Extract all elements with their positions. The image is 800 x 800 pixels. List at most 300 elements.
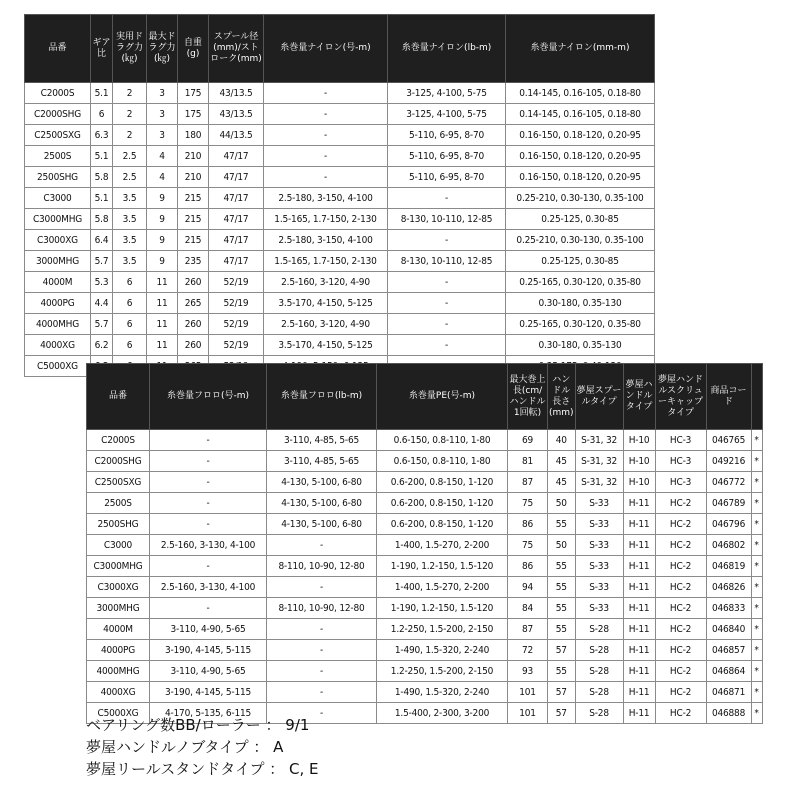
table-row (25, 188, 655, 209)
table-cell: S-33 (575, 535, 623, 556)
table-cell: 180 (178, 125, 209, 146)
table-cell: * (751, 598, 762, 619)
model-name-cell: C2500SXG (25, 125, 91, 146)
table-cell: 47/17 (209, 209, 264, 230)
table-cell: 72 (508, 640, 548, 661)
table-cell: 046871 (706, 682, 751, 703)
table-cell: 215 (178, 188, 209, 209)
table-cell: * (751, 661, 762, 682)
table-cell: H-11 (623, 556, 655, 577)
table-cell: * (751, 619, 762, 640)
table-cell: S-33 (575, 493, 623, 514)
table-cell: 55 (548, 556, 576, 577)
table-cell: 4-130, 5-100, 6-80 (267, 514, 377, 535)
table-cell: H-11 (623, 640, 655, 661)
table-cell: 43/13.5 (209, 104, 264, 125)
table-cell: 47/17 (209, 146, 264, 167)
table-cell: - (150, 598, 267, 619)
table-cell: 9 (147, 251, 178, 272)
table-row (25, 209, 655, 230)
model-name-cell: 4000PG (87, 640, 150, 661)
column-header: スプール径(mm)/ストローク(mm) (209, 15, 264, 83)
model-name-cell: C2000S (25, 83, 91, 104)
table-cell: - (267, 577, 377, 598)
model-name-cell: 4000M (25, 272, 91, 293)
table-cell: 3-125, 4-100, 5-75 (388, 104, 506, 125)
table-cell: 1-400, 1.5-270, 2-200 (377, 577, 508, 598)
table-cell: 81 (508, 451, 548, 472)
table-cell: H-11 (623, 535, 655, 556)
table-cell: 3-110, 4-85, 5-65 (267, 451, 377, 472)
bearing-count-note: ベアリング数BB/ローラー ： 9/1 (86, 716, 310, 734)
table-cell: - (264, 83, 388, 104)
table-cell: 3.5 (113, 209, 147, 230)
table-cell: 5-110, 6-95, 8-70 (388, 125, 506, 146)
column-header: 最大ドラグ力(㎏) (147, 15, 178, 83)
handle-knob-type-note: 夢屋ハンドルノブタイプ ： A (86, 738, 284, 756)
model-name-cell: 2500S (87, 493, 150, 514)
table-cell: - (388, 188, 506, 209)
table-cell: 6 (113, 314, 147, 335)
table-cell: 046796 (706, 514, 751, 535)
table-cell: H-11 (623, 514, 655, 535)
table-cell: 175 (178, 104, 209, 125)
table-cell: * (751, 535, 762, 556)
table-cell: 260 (178, 272, 209, 293)
table-cell: * (751, 682, 762, 703)
table-cell: 3-125, 4-100, 5-75 (388, 83, 506, 104)
table-cell: 235 (178, 251, 209, 272)
table-cell: 1-400, 1.5-270, 2-200 (377, 535, 508, 556)
column-header: 糸巻量ナイロン(号-m) (264, 15, 388, 83)
table-cell: HC-2 (655, 661, 706, 682)
table-cell: 11 (147, 272, 178, 293)
table-cell: 0.6-150, 0.8-110, 1-80 (377, 430, 508, 451)
column-header: 糸巻量ナイロン(mm-m) (506, 15, 655, 83)
table-cell: H-11 (623, 493, 655, 514)
table-cell: 47/17 (209, 230, 264, 251)
model-name-cell: C2000SHG (25, 104, 91, 125)
table-cell: 4-170, 5-135, 6-115 (150, 703, 267, 724)
column-header: 品番 (87, 364, 150, 430)
table-cell: 6 (113, 335, 147, 356)
table-cell: HC-2 (655, 577, 706, 598)
table-row (87, 577, 763, 598)
table-cell: 84 (508, 598, 548, 619)
table-cell: 210 (178, 167, 209, 188)
table-cell: 0.14-145, 0.16-105, 0.18-80 (506, 104, 655, 125)
table-cell: S-28 (575, 682, 623, 703)
table-cell: 47/17 (209, 167, 264, 188)
model-name-cell: 4000PG (25, 293, 91, 314)
table-cell: 75 (508, 493, 548, 514)
table-cell: S-33 (575, 556, 623, 577)
table-cell: 57 (548, 703, 576, 724)
table-cell: 1.5-165, 1.7-150, 2-130 (264, 209, 388, 230)
table-cell: 2 (113, 104, 147, 125)
table-cell: 215 (178, 209, 209, 230)
table-cell: 2.5 (113, 167, 147, 188)
table-cell: 6 (113, 293, 147, 314)
table-cell: - (267, 640, 377, 661)
table-cell: H-11 (623, 661, 655, 682)
table-cell: 101 (508, 703, 548, 724)
table-cell: H-10 (623, 472, 655, 493)
table-cell: 3-190, 4-145, 5-115 (150, 640, 267, 661)
table-cell: 6 (113, 272, 147, 293)
table-cell: 3.5 (113, 251, 147, 272)
table-cell: 3 (147, 83, 178, 104)
table-cell: S-28 (575, 640, 623, 661)
model-name-cell: 4000M (87, 619, 150, 640)
table-cell: 3.5-170, 4-150, 5-125 (264, 335, 388, 356)
table-cell: 6.4 (91, 230, 113, 251)
table-cell: 0.30-180, 0.35-130 (506, 293, 655, 314)
table-cell: 2.5-180, 3-150, 4-100 (264, 188, 388, 209)
table-row (25, 293, 655, 314)
table-cell: 0.25-210, 0.30-130, 0.35-100 (506, 188, 655, 209)
table-cell: 1-190, 1.2-150, 1.5-120 (377, 598, 508, 619)
table-cell: 3.5-170, 4-150, 5-125 (264, 293, 388, 314)
table-cell: 75 (508, 535, 548, 556)
table-cell: 046772 (706, 472, 751, 493)
table-cell: 50 (548, 535, 576, 556)
table-cell: 0.16-150, 0.18-120, 0.20-95 (506, 125, 655, 146)
model-name-cell: C3000MHG (87, 556, 150, 577)
table-cell: 5-110, 6-95, 8-70 (388, 146, 506, 167)
table-cell: - (264, 146, 388, 167)
model-name-cell: C3000 (87, 535, 150, 556)
table-cell: 3.5 (113, 188, 147, 209)
table-cell: 55 (548, 598, 576, 619)
table-cell: 47/17 (209, 251, 264, 272)
table-row (25, 83, 655, 104)
table-row (87, 598, 763, 619)
spec-notes (86, 714, 319, 780)
table-cell: * (751, 451, 762, 472)
table-cell: - (388, 230, 506, 251)
table-cell: - (267, 661, 377, 682)
table-cell: 046888 (706, 703, 751, 724)
table-cell: H-11 (623, 619, 655, 640)
column-header: 夢屋ハンドルタイプ (623, 364, 655, 430)
table-cell: - (150, 451, 267, 472)
table-cell: 260 (178, 335, 209, 356)
table-cell: * (751, 493, 762, 514)
table-row (25, 125, 655, 146)
table-cell: 046840 (706, 619, 751, 640)
model-name-cell: C2000SHG (87, 451, 150, 472)
model-name-cell: C2500SXG (87, 472, 150, 493)
table-cell: 45 (548, 451, 576, 472)
table-cell: 6.3 (91, 125, 113, 146)
table-cell: 9 (147, 209, 178, 230)
table-header-row (25, 15, 655, 83)
column-header (751, 364, 762, 430)
table-cell: 87 (508, 619, 548, 640)
table-cell: 57 (548, 640, 576, 661)
table-cell: 2.5-160, 3-130, 4-100 (150, 535, 267, 556)
table-row (87, 661, 763, 682)
table-cell: - (150, 514, 267, 535)
column-header: 糸巻量ナイロン(lb-m) (388, 15, 506, 83)
table-cell: 0.25-125, 0.30-85 (506, 251, 655, 272)
table-cell: 69 (508, 430, 548, 451)
table-cell: 5.1 (91, 146, 113, 167)
table-cell: * (751, 703, 762, 724)
table-cell: HC-3 (655, 451, 706, 472)
table-cell: 049216 (706, 451, 751, 472)
table-cell: 1-190, 1.2-150, 1.5-120 (377, 556, 508, 577)
spec-table-1 (24, 14, 655, 377)
table-cell: 5.8 (91, 167, 113, 188)
column-header: 夢屋ハンドルスクリューキャップタイプ (655, 364, 706, 430)
table-cell: 1.2-250, 1.5-200, 2-150 (377, 619, 508, 640)
table-cell: 57 (548, 682, 576, 703)
table-row (87, 619, 763, 640)
table-cell: 046765 (706, 430, 751, 451)
table-cell: 52/19 (209, 335, 264, 356)
table-cell: HC-2 (655, 598, 706, 619)
table-cell: 86 (508, 514, 548, 535)
table-cell: 50 (548, 493, 576, 514)
table-cell: 4 (147, 146, 178, 167)
spec-table-2 (86, 363, 763, 724)
table-cell: 87 (508, 472, 548, 493)
table-cell: S-33 (575, 514, 623, 535)
table-cell: 52/19 (209, 314, 264, 335)
table-cell: HC-2 (655, 493, 706, 514)
column-header: 品番 (25, 15, 91, 83)
column-header: 商品コード (706, 364, 751, 430)
table-cell: 0.14-145, 0.16-105, 0.18-80 (506, 83, 655, 104)
table-cell: 5.7 (91, 314, 113, 335)
table-cell: S-31, 32 (575, 472, 623, 493)
table-cell: - (388, 314, 506, 335)
table-cell: 046802 (706, 535, 751, 556)
model-name-cell: 4000XG (25, 335, 91, 356)
table-cell: 45 (548, 472, 576, 493)
table-cell: 046789 (706, 493, 751, 514)
table-cell: 0.6-150, 0.8-110, 1-80 (377, 451, 508, 472)
table-cell: HC-3 (655, 472, 706, 493)
table-cell: 0.6-200, 0.8-150, 1-120 (377, 493, 508, 514)
table-row (87, 556, 763, 577)
table-cell: 55 (548, 577, 576, 598)
table-cell: H-11 (623, 682, 655, 703)
table-cell: S-28 (575, 619, 623, 640)
table-cell: 52/19 (209, 293, 264, 314)
table-cell: - (264, 167, 388, 188)
table-cell: HC-2 (655, 514, 706, 535)
column-header: 自重(g) (178, 15, 209, 83)
table-cell: 6.2 (91, 335, 113, 356)
table-cell: S-28 (575, 703, 623, 724)
table-cell: 5.1 (91, 188, 113, 209)
table-cell: 44/13.5 (209, 125, 264, 146)
table-cell: 2.5-160, 3-120, 4-90 (264, 314, 388, 335)
table-cell: 3 (147, 104, 178, 125)
table-cell: S-33 (575, 598, 623, 619)
table-cell: 8-130, 10-110, 12-85 (388, 209, 506, 230)
table-cell: 2.5-180, 3-150, 4-100 (264, 230, 388, 251)
table-cell: - (267, 619, 377, 640)
table-cell: 046819 (706, 556, 751, 577)
model-name-cell: 4000XG (87, 682, 150, 703)
table-cell: 2 (113, 83, 147, 104)
model-name-cell: C5000XG (25, 356, 91, 377)
table-row (25, 167, 655, 188)
table-cell: 175 (178, 83, 209, 104)
table-row (25, 314, 655, 335)
table-cell: 1-490, 1.5-320, 2-240 (377, 640, 508, 661)
table-cell: 0.25-165, 0.30-120, 0.35-80 (506, 272, 655, 293)
table-cell: 265 (178, 293, 209, 314)
table-cell: 94 (508, 577, 548, 598)
table-cell: 3-110, 4-90, 5-65 (150, 661, 267, 682)
model-name-cell: C5000XG (87, 703, 150, 724)
table-cell: 046826 (706, 577, 751, 598)
table-row (25, 251, 655, 272)
table-cell: * (751, 472, 762, 493)
table-cell: 3-190, 4-145, 5-115 (150, 682, 267, 703)
table-cell: H-11 (623, 598, 655, 619)
table-cell: 0.6-200, 0.8-150, 1-120 (377, 514, 508, 535)
table-cell: 93 (508, 661, 548, 682)
table-row (87, 682, 763, 703)
table-row (25, 335, 655, 356)
column-header: 夢屋スプールタイプ (575, 364, 623, 430)
table-cell: 86 (508, 556, 548, 577)
model-name-cell: C2000S (87, 430, 150, 451)
table-cell: 8-110, 10-90, 12-80 (267, 598, 377, 619)
table-row (25, 146, 655, 167)
table-cell: 40 (548, 430, 576, 451)
column-header: ハンドル長さ(mm) (548, 364, 576, 430)
table-cell: 3-110, 4-85, 5-65 (267, 430, 377, 451)
model-name-cell: C3000XG (25, 230, 91, 251)
table-cell: * (751, 514, 762, 535)
table-cell: 5.3 (91, 272, 113, 293)
table-cell: 0.6-200, 0.8-150, 1-120 (377, 472, 508, 493)
table-cell: 9 (147, 188, 178, 209)
model-name-cell: C3000MHG (25, 209, 91, 230)
model-name-cell: 2500SHG (25, 167, 91, 188)
table-cell: 4-130, 5-100, 6-80 (267, 472, 377, 493)
table-cell: 5.1 (91, 83, 113, 104)
table-cell: - (150, 430, 267, 451)
table-cell: 9 (147, 230, 178, 251)
table-cell: - (150, 556, 267, 577)
table-cell: HC-2 (655, 535, 706, 556)
table-cell: 11 (147, 335, 178, 356)
table-row (25, 104, 655, 125)
table-cell: - (267, 535, 377, 556)
model-name-cell: 3000MHG (87, 598, 150, 619)
table-row (87, 640, 763, 661)
table-cell: * (751, 640, 762, 661)
table-cell: 2 (113, 125, 147, 146)
table-cell: 0.25-165, 0.30-120, 0.35-80 (506, 314, 655, 335)
table-cell: S-33 (575, 577, 623, 598)
table-cell: 3 (147, 125, 178, 146)
table-cell: 210 (178, 146, 209, 167)
table-cell: 5-110, 6-95, 8-70 (388, 167, 506, 188)
column-header: ギア比 (91, 15, 113, 83)
table-row (25, 230, 655, 251)
table-cell: S-28 (575, 661, 623, 682)
table-row (87, 472, 763, 493)
table-cell: - (267, 703, 377, 724)
table-cell: HC-2 (655, 619, 706, 640)
table-cell: HC-2 (655, 682, 706, 703)
table-cell: 47/17 (209, 188, 264, 209)
table-cell: - (267, 682, 377, 703)
table-cell: 215 (178, 230, 209, 251)
table-cell: HC-2 (655, 703, 706, 724)
table-cell: 0.16-150, 0.18-120, 0.20-95 (506, 167, 655, 188)
table-cell: 1.5-400, 2-300, 3-200 (377, 703, 508, 724)
table-cell: 4.4 (91, 293, 113, 314)
table-cell: H-10 (623, 451, 655, 472)
table-cell: - (388, 272, 506, 293)
table-row (87, 451, 763, 472)
table-cell: - (388, 335, 506, 356)
table-cell: 2.5 (113, 146, 147, 167)
model-name-cell: 2500S (25, 146, 91, 167)
table-cell: 1-490, 1.5-320, 2-240 (377, 682, 508, 703)
table-cell: 5.7 (91, 251, 113, 272)
column-header: 実用ドラグ力(㎏) (113, 15, 147, 83)
table-cell: 046833 (706, 598, 751, 619)
table-cell: H-11 (623, 703, 655, 724)
table-cell: 6 (91, 104, 113, 125)
table-row (25, 272, 655, 293)
table-cell: - (388, 293, 506, 314)
table-cell: - (150, 472, 267, 493)
table-cell: 8-110, 10-90, 12-80 (267, 556, 377, 577)
column-header: 糸巻量フロロ(lb-m) (267, 364, 377, 430)
table-cell: 43/13.5 (209, 83, 264, 104)
table-cell: H-10 (623, 430, 655, 451)
table-cell: 0.25-210, 0.30-130, 0.35-100 (506, 230, 655, 251)
model-name-cell: C3000 (25, 188, 91, 209)
table-cell: 2.5-160, 3-120, 4-90 (264, 272, 388, 293)
column-header: 最大巻上長(cm/ハンドル1回転) (508, 364, 548, 430)
column-header: 糸巻量PE(号-m) (377, 364, 508, 430)
table-cell: 3.5 (113, 230, 147, 251)
table-cell: S-31, 32 (575, 430, 623, 451)
table-header-row (87, 364, 763, 430)
table-row (87, 430, 763, 451)
table-cell: 260 (178, 314, 209, 335)
table-row (87, 493, 763, 514)
table-cell: 101 (508, 682, 548, 703)
table-cell: HC-3 (655, 430, 706, 451)
reel-stand-type-note: 夢屋リールスタンドタイプ ： C, E (86, 760, 319, 778)
model-name-cell: 3000MHG (25, 251, 91, 272)
table-cell: - (264, 125, 388, 146)
model-name-cell: 4000MHG (25, 314, 91, 335)
table-cell: HC-2 (655, 556, 706, 577)
table-cell: 52/19 (209, 272, 264, 293)
table-cell: * (751, 577, 762, 598)
table-cell: 55 (548, 619, 576, 640)
table-cell: * (751, 556, 762, 577)
table-cell: 0.25-125, 0.30-85 (506, 209, 655, 230)
table-cell: 1.2-250, 1.5-200, 2-150 (377, 661, 508, 682)
table-cell: S-31, 32 (575, 451, 623, 472)
